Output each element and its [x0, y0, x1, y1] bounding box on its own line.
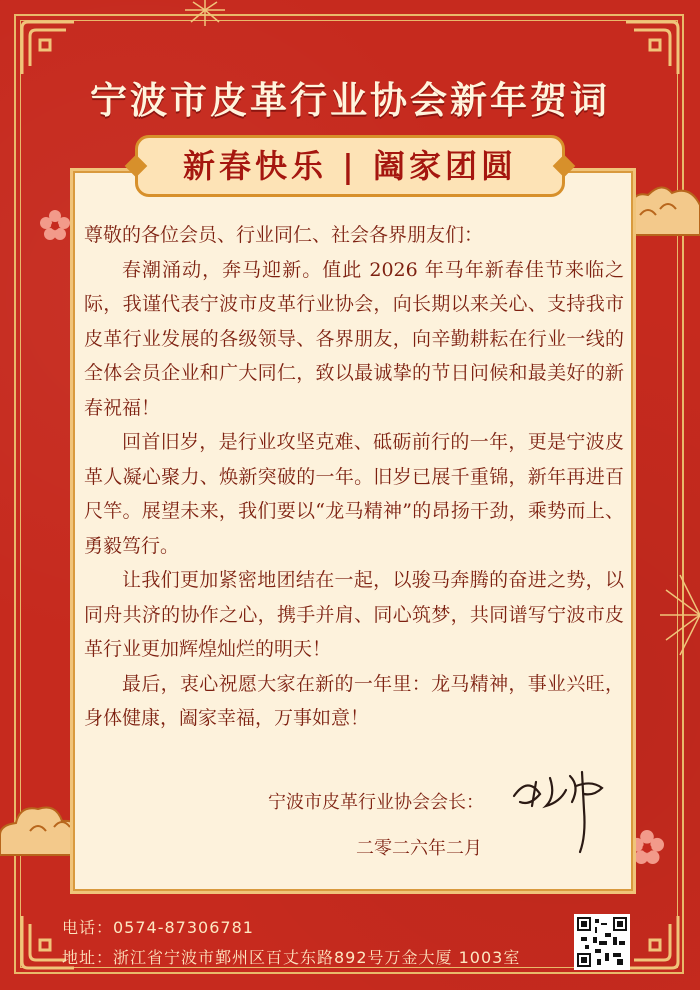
- letter-paragraph: 让我们更加紧密地团结在一起，以骏马奔腾的奋进之势，以同舟共济的协作之心，携手并肩、同心筑梦，共同谱写宁波市皮革行业更加辉煌灿烂的明天！: [84, 569, 624, 660]
- banner-text: 新春快乐 | 阖家团圆: [183, 147, 517, 185]
- corner-ornament-top-left: [18, 18, 78, 78]
- footer-address: 地址：浙江省宁波市鄞州区百丈东路892号万金大厦 1003室: [62, 948, 521, 967]
- firework-icon: [660, 570, 700, 660]
- qr-code: [574, 914, 630, 970]
- signature-label: 宁波市皮革行业协会会长：: [268, 792, 484, 813]
- letter-body: [84, 218, 624, 736]
- letter-greeting: 尊敬的各位会员、行业同仁、社会各界朋友们：: [84, 224, 484, 246]
- letter-paragraph: 回首旧岁，是行业攻坚克难、砥砺前行的一年，更是宁波皮革人凝心聚力、焕新突破的一年。旧岁已展千重锦，新年再进百尺竿。展望未来，我们要以“龙马精神”的昂扬干劲，乘势而上、勇毅笃行。: [84, 431, 624, 557]
- corner-ornament-bottom-right: [622, 912, 682, 972]
- signature-block: [268, 788, 598, 859]
- letter-paragraph: 春潮涌动，奔马迎新。值此 2026 年马年新春佳节来临之际，我谨代表宁波市皮革行业协会，向长期以来关心、支持我市皮革行业发展的各级领导、各界朋友，向辛勤耕耘在行业一线的全体会员企业和广大同仁，致以最诚挚的节日问候和最美好的新春祝福！: [84, 258, 624, 419]
- page-title: 宁波市皮革行业协会新年贺词: [90, 78, 610, 122]
- firework-icon: [165, 0, 245, 50]
- corner-ornament-top-right: [622, 18, 682, 78]
- footer-phone: 电话：0574-87306781: [62, 918, 254, 937]
- handwritten-signature: [510, 766, 610, 856]
- signature-date: 二零二六年二月: [356, 838, 482, 859]
- greeting-banner: [135, 135, 565, 197]
- letter-paragraph: 最后，衷心祝愿大家在新的一年里：龙马精神，事业兴旺，身体健康，阖家幸福，万事如意！: [84, 672, 624, 729]
- flower-icon: [40, 210, 70, 240]
